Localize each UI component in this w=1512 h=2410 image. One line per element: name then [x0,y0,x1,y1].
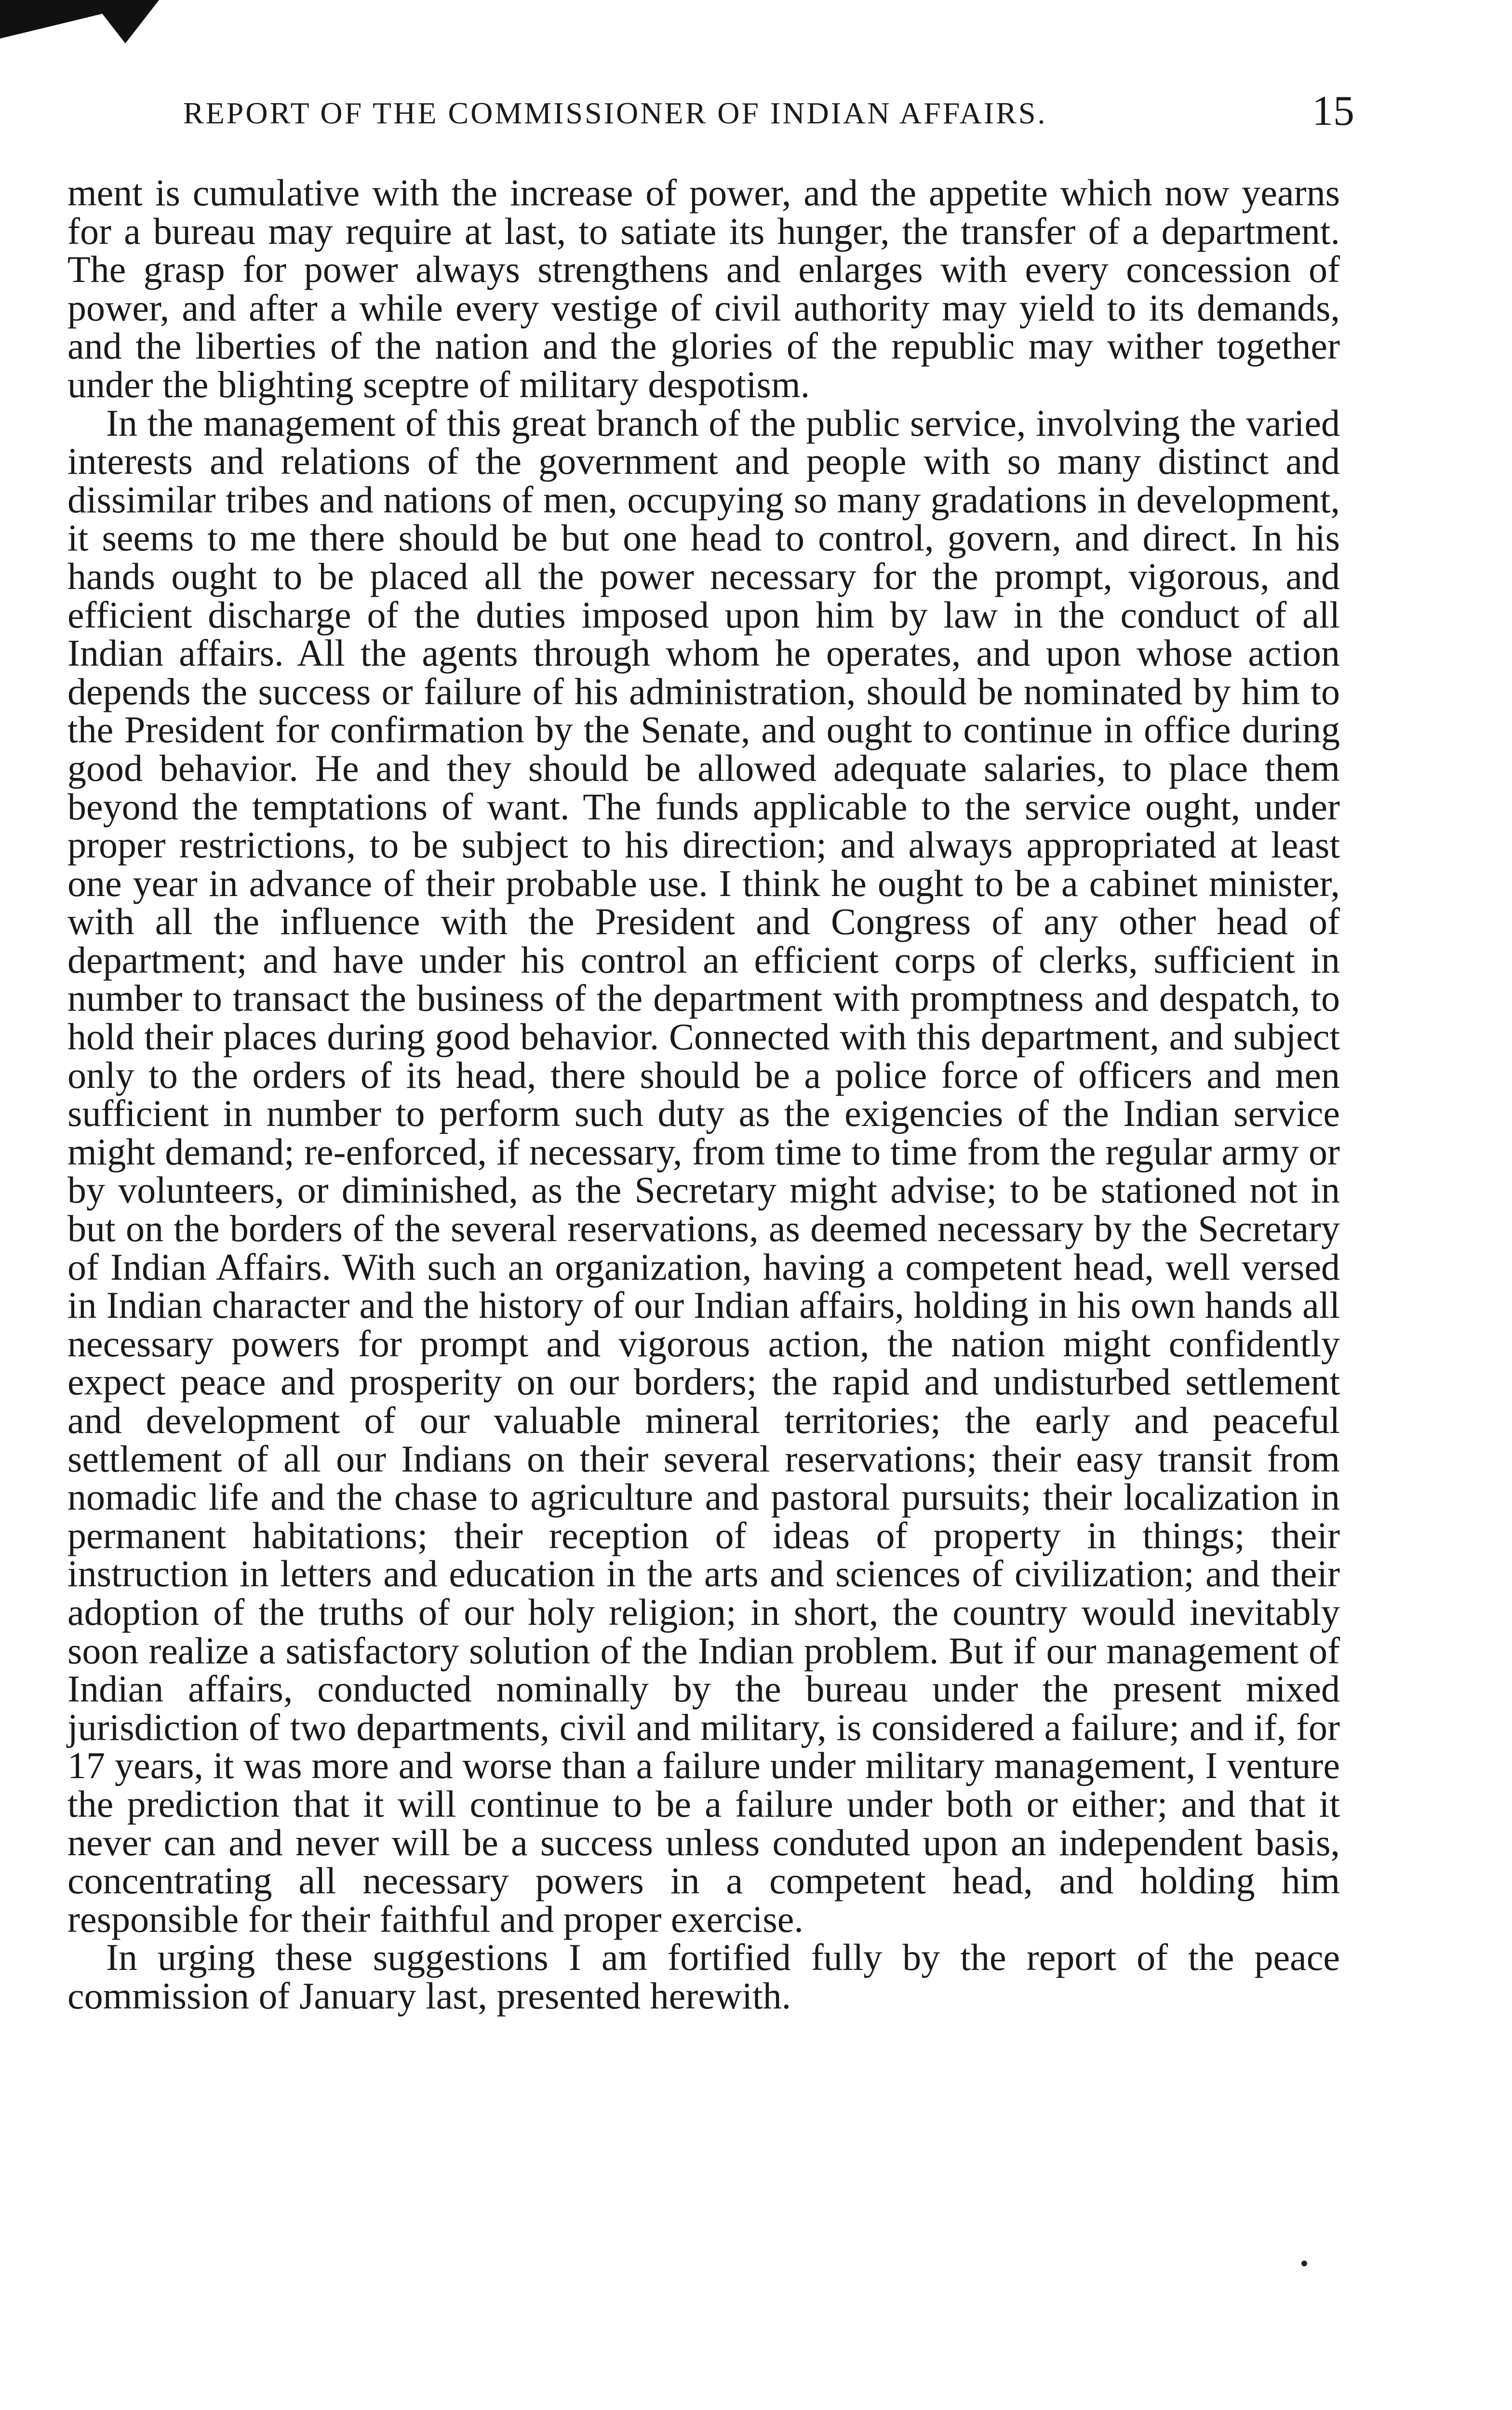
page-number: 15 [1312,88,1354,134]
paragraph-suggestions: In urging these suggestions I am fortified fully by the report of the peace commission of January last, presented herewith. [67,1936,1340,2017]
print-speck [1301,2261,1307,2266]
page-header [183,87,1354,140]
body-text [67,174,1340,2015]
running-head: REPORT OF THE COMMISSIONER OF INDIAN AFFAIRS. [183,96,1047,130]
corner-binding-notch [92,0,159,43]
paragraph-management: In the management of this great branch of the public service, involving the varied interests and relations of the government and people with so many distinct and dissimilar tribes and nations of men, occupying so many gradations in development, it seems to me there should be but one head to control, govern, and direct. In his hands ought to be placed all the power necessary for the prompt, vigorous, and efficient discharge of the duties imposed upon him by law in the conduct of all Indian affairs. All the agents through whom he operates, and upon whose action depends the success or failure of his administration, should be nominated by him to the President for confirmation by the Senate, and ought to continue in office during good behavior. He and they should be allowed adequate salaries, to place them beyond the temptations of want. The funds applicable to the service ought, under proper restrictions, to be subject to his direction; and always appropriated at least one year in advance of their probable use. I think he ought to be a cabinet minister, with all the influence with the President and Congress of any other head of department; and have under his control an efficient corps of clerks, sufficient in number to transact the business of the department with promptness and despatch, to hold their places during good behavior. Connected with this department, and subject only to the orders of its head, there should be a police force of officers and men sufficient in number to perform such duty as the exigencies of the Indian service might demand; re-enforced, if necessary, from time to time from the regular army or by volunteers, or diminished, as the Secretary might advise; to be stationed not in but on the borders of the several reservations, as deemed necessary by the Secretary of Indian Affairs. With such an organization, having a competent head, well versed in Indian character and the history of our Indian affairs, holding in his own hands all necessary powers for prompt and vigorous action, the nation might confidently expect peace and prosperity on our borders; the rapid and undisturbed settlement and development of our valuable mineral territories; the early and peaceful settlement of all our Indians on their several reservations; their easy transit from nomadic life and the chase to agriculture and pastoral pursuits; their localization in permanent habitations; their reception of ideas of property in things; their instruction in letters and education in the arts and sciences of civilization; and their adoption of the truths of our holy religion; in short, the country would inevitably soon realize a satisfactory solution of the Indian problem. But if our management of Indian affairs, conducted nominally by the bureau under the present mixed jurisdiction of two departments, civil and military, is considered a failure; and if, for 17 years, it was more and worse than a failure under military management, I venture the prediction that it will continue to be a failure under both or either; and that it never can and never will be a success unless conduted upon an independent basis, concentrating all necessary powers in a competent head, and holding him responsible for their faithful and proper exercise. [67,402,1340,1940]
paragraph-continuation: ment is cumulative with the increase of power, and the appetite which now yearns for a bureau may require at last, to satiate its hunger, the transfer of a department. The grasp for power always strengthens and enlarges with every concession of power, and after a while every vestige of civil authority may yield to its demands, and the liberties of the nation and the glories of the republic may wither together under the blighting sceptre of military despotism. [67,172,1340,405]
